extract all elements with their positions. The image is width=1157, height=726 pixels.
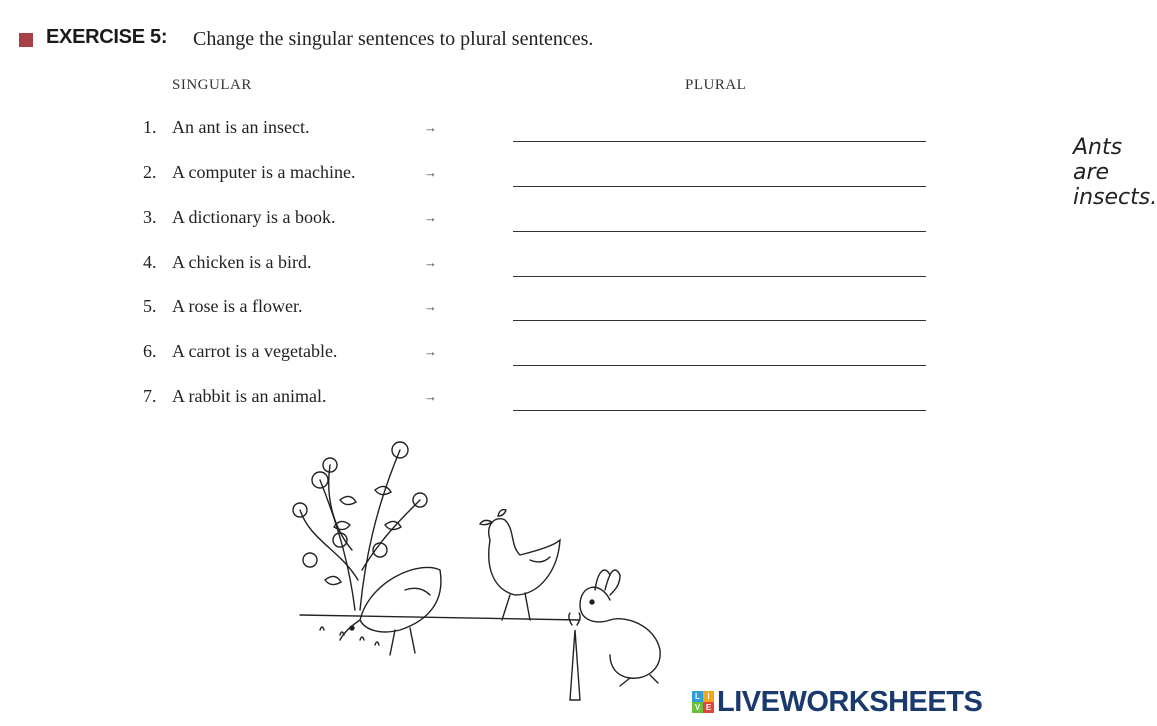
singular-column-header: SINGULAR (172, 77, 252, 93)
arrow-icon: → (424, 210, 437, 225)
arrow-icon: → (424, 255, 437, 270)
plural-answer-field[interactable] (513, 135, 1157, 210)
exercise-item-7 (0, 386, 1000, 416)
arrow-icon: → (424, 120, 437, 135)
singular-sentence: A dictionary is a book. (172, 207, 336, 227)
logo-icon-letter: I (703, 691, 714, 702)
singular-sentence: A computer is a machine. (172, 162, 356, 182)
exercise-label: EXERCISE 5: (46, 26, 168, 48)
item-number: 3. (143, 207, 157, 227)
item-number: 1. (143, 117, 157, 137)
arrow-icon: → (424, 299, 437, 314)
plural-column-header: PLURAL (685, 77, 747, 93)
item-number: 6. (143, 341, 157, 361)
exercise-instruction: Change the singular sentences to plural sentences. (193, 28, 594, 50)
exercise-item-2 (0, 162, 1000, 192)
arrow-icon: → (424, 165, 437, 180)
logo-icon-letter: V (692, 702, 703, 713)
logo-icon-letter: L (692, 691, 703, 702)
plural-answer-field[interactable] (513, 410, 926, 411)
plural-answer-field[interactable] (513, 320, 926, 321)
exercise-item-6 (0, 341, 1000, 371)
plural-answer-field[interactable] (513, 231, 926, 232)
item-number: 2. (143, 162, 157, 182)
exercise-item-5 (0, 296, 1000, 326)
exercise-item-3 (0, 207, 1000, 237)
plural-answer-field[interactable] (513, 186, 926, 187)
plural-answer-field[interactable] (513, 276, 926, 277)
arrow-icon: → (424, 389, 437, 404)
singular-sentence: A rabbit is an animal. (172, 386, 327, 406)
singular-sentence: A rose is a flower. (172, 296, 303, 316)
plural-answer-text: Ants are insects. (1073, 135, 1157, 210)
exercise-item-4 (0, 252, 1000, 282)
singular-sentence: A chicken is a bird. (172, 252, 312, 272)
item-number: 5. (143, 296, 157, 316)
liveworksheets-logo-icon (692, 691, 714, 713)
exercise-bullet-square (19, 33, 33, 47)
singular-sentence: A carrot is a vegetable. (172, 341, 338, 361)
logo-icon-letter: E (703, 702, 714, 713)
arrow-icon: → (424, 344, 437, 359)
illustration-rose-hens-rabbit (280, 430, 680, 710)
liveworksheets-logo-text: LIVEWORKSHEETS (717, 685, 983, 718)
item-number: 7. (143, 386, 157, 406)
item-number: 4. (143, 252, 157, 272)
liveworksheets-logo (692, 686, 982, 718)
plural-answer-field[interactable] (513, 365, 926, 366)
singular-sentence: An ant is an insect. (172, 117, 310, 137)
